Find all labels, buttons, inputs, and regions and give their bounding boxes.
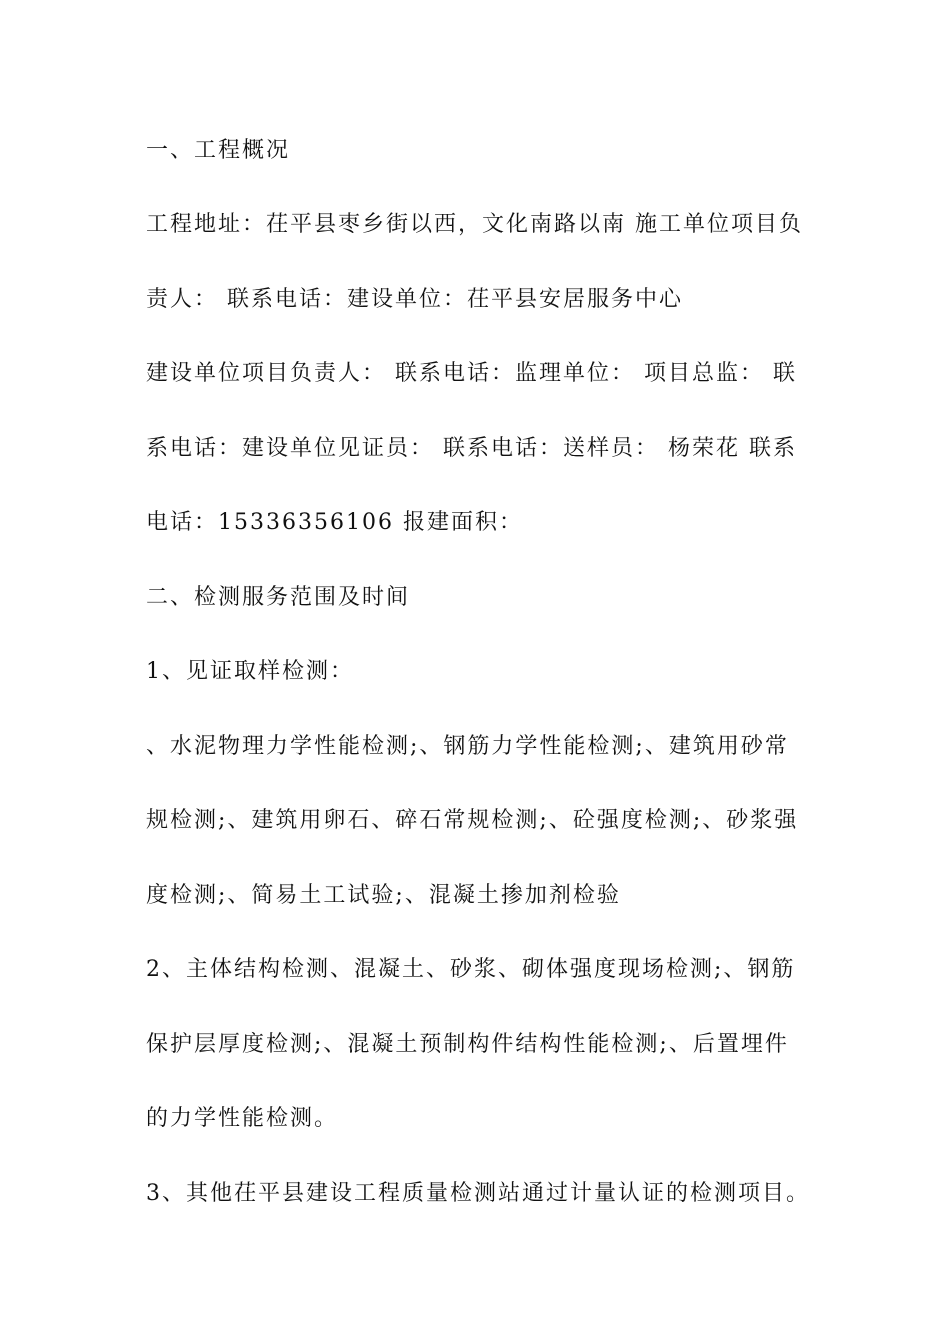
text-line: 规检测;、建筑用卵石、碎石常规检测;、砼强度检测;、砂浆强 [146,808,799,833]
text-line: 电话：15336356106 报建面积： [146,510,523,535]
section-heading-project-overview: 一、工程概况 [146,138,291,163]
text-line: 建设单位项目负责人： 联系电话：监理单位： 项目总监： 联 [146,361,797,386]
text-line: 的力学性能检测。 [146,1106,339,1131]
text-line: 2、主体结构检测、混凝土、砂浆、砌体强度现场检测;、钢筋 [146,957,796,982]
text-line: 工程地址：茌平县枣乡街以西，文化南路以南 施工单位项目负 [146,212,803,237]
text-line: 、水泥物理力学性能检测;、钢筋力学性能检测;、建筑用砂常 [146,734,789,759]
section-heading-testing-scope: 二、检测服务范围及时间 [146,585,411,610]
text-line: 保护层厚度检测;、混凝土预制构件结构性能检测;、后置埋件 [146,1032,789,1057]
text-line: 3、其他茌平县建设工程质量检测站通过计量认证的检测项目。 [146,1181,810,1206]
text-line: 度检测;、简易土工试验;、混凝土掺加剂检验 [146,883,621,908]
text-line: 责人： 联系电话：建设单位：茌平县安居服务中心 [146,287,683,312]
text-line: 系电话：建设单位见证员： 联系电话：送样员： 杨荣花 联系 [146,436,797,461]
subsection-heading: 1、见证取样检测： [146,659,354,684]
